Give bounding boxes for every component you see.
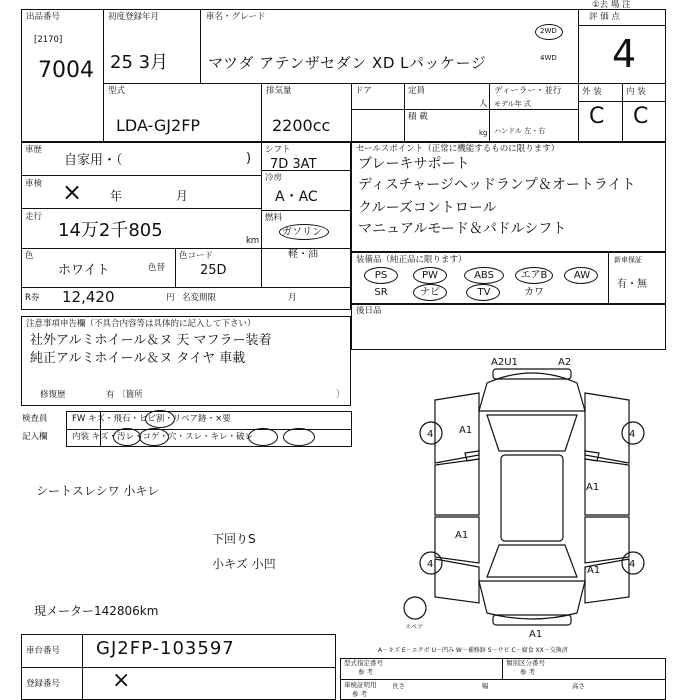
equip-navi: ナビ (420, 287, 440, 298)
km-label: km (246, 236, 260, 246)
ac-value: A・AC (275, 189, 318, 205)
inspector-row-2: 内装 キズ・汚レ・コゲ・穴・スレ・キレ・破レ (72, 432, 253, 442)
fuel-sub: 軽・油 (288, 249, 318, 260)
new-car-value: 有・無 (617, 279, 647, 290)
drive-2wd: 2WD (540, 27, 557, 35)
mileage-value: 14万2千805 (58, 220, 163, 241)
note-line-1: 社外アルミホイール＆ヌ 天 マフラー装着 (30, 333, 272, 348)
repair-close: 〕 (336, 390, 345, 400)
shaken-mark: × (62, 178, 83, 206)
displacement-label: 排気量 (266, 86, 292, 96)
chip-circle (145, 410, 175, 428)
recycle-value: 12,420 (62, 288, 115, 306)
abs-circle (464, 267, 504, 284)
interior-label: 内 装 (626, 87, 646, 97)
cert-sub: 参 考 (352, 690, 368, 698)
interior-value: C (633, 104, 649, 129)
first-reg-value: 25 3月 (110, 52, 169, 73)
tire-label-rr: 4 (629, 559, 636, 570)
drive-2wd-circle (535, 24, 563, 40)
fuel-circle (279, 224, 329, 240)
shaken-value: 年 月 (110, 189, 188, 203)
color-code-value: 25D (200, 263, 227, 278)
reg-label: 登録番号 (26, 679, 61, 689)
lot-number: 7004 (38, 58, 94, 83)
equip-tv: TV (477, 287, 491, 298)
exterior-label: 外 装 (582, 87, 602, 97)
class-ref: 参 考 (520, 668, 536, 676)
tire-label-rl: 4 (427, 559, 434, 570)
meter-note: 現メーター142806km (34, 604, 159, 618)
equip-abs: ABS (474, 270, 494, 281)
history-paren: ) (246, 151, 252, 166)
kg-label: kg (479, 129, 488, 137)
dmg-label-hood: A2U1 (491, 357, 518, 368)
type-value: LDA-GJ2FP (116, 116, 201, 135)
model-year-label: モデル年 式 (494, 100, 531, 108)
tire-label-fl: 4 (427, 429, 434, 440)
spare-label: スペア (405, 624, 424, 631)
repair-value: 有 〔箇所 (106, 390, 143, 400)
height-label: 高さ (572, 682, 585, 690)
capacity-label: 定員 (408, 86, 426, 96)
shift-label: シフト (265, 145, 291, 155)
fuel-label: 燃料 (265, 213, 283, 223)
dmg-label-bumper: A2 (558, 357, 572, 368)
inspector-row-1: FW キズ・飛石・ヒビ割・リペア跡・×要 (72, 414, 231, 424)
name-change-label: 名変期限 (182, 293, 217, 303)
right-rear-door (585, 517, 629, 563)
car-damage-diagram (395, 355, 670, 640)
venue-marker: ①去 場 注 (592, 0, 631, 10)
color-label: 色 (25, 251, 34, 261)
sales-line-2: ディスチャージヘッドランプ＆オートライト (358, 177, 636, 193)
aw-circle (564, 267, 598, 284)
load-label: 積 載 (408, 112, 428, 122)
history-label: 車歴 (25, 145, 43, 155)
scratch-circle (113, 428, 141, 446)
chassis-value: GJ2FP-103597 (96, 638, 235, 659)
damage-legend: A－キズ E－エクボ U－凹み W－補修跡 S－サビ C－腐食 XX－交換済 (378, 647, 568, 654)
handle-label: ハンドル 左・右 (494, 127, 546, 135)
equip-aw: AW (573, 270, 591, 281)
door-label: ドア (355, 86, 372, 96)
lot-sub: [2170] (34, 35, 63, 45)
ac-label: 冷房 (265, 173, 283, 183)
dmg-label-lf: A1 (459, 425, 473, 436)
stain-circle (139, 428, 169, 446)
remark-1: シートスレシワ 小キレ (36, 484, 160, 498)
shift-value: 7D 3AT (270, 157, 317, 172)
notes-header: 注意事項申告欄（不具合内容等は具体的に記入して下さい） (26, 319, 256, 329)
recycle-label: R券 (25, 293, 40, 303)
reg-value: × (112, 668, 131, 693)
designation-label: 型式指定番号 (344, 659, 383, 667)
equip-sr: SR (374, 287, 388, 298)
score-value: 4 (612, 32, 637, 76)
drive-4wd: 4WD (540, 54, 557, 62)
dmg-label-rear: A1 (529, 629, 543, 640)
month-label: 月 (288, 293, 297, 303)
front-bumper (493, 369, 571, 379)
repair-label: 修復歴 (40, 390, 66, 400)
rear-window (487, 545, 577, 577)
roof (501, 455, 563, 541)
person-label: 人 (479, 99, 488, 109)
class-label: 類別区分番号 (506, 659, 545, 667)
score-label: 評 価 点 (589, 12, 620, 22)
yen-label: 円 (166, 293, 175, 303)
first-reg-label: 初度登録年月 (108, 12, 160, 22)
pw-circle (413, 267, 447, 284)
shaken-label: 車検 (25, 179, 43, 189)
exterior-value: C (589, 104, 605, 129)
tv-circle (466, 284, 500, 301)
dmg-label-rr: A1 (587, 565, 601, 576)
dmg-label-lr: A1 (455, 530, 469, 541)
length-label: 長さ (392, 682, 405, 690)
fuel-value: ガソリン (282, 227, 322, 238)
sales-line-3: クルーズコントロール (358, 200, 497, 216)
cert-label: 車検証明用 (344, 681, 377, 689)
equipment-title: 装備品（純正品に限ります） (356, 255, 467, 265)
note-line-2: 純正アルミホイール＆ヌ タイヤ 車載 (30, 351, 246, 366)
mileage-label: 走行 (25, 212, 43, 222)
rear-seat-label: 後日品 (356, 306, 382, 316)
dmg-label-rf: A1 (586, 482, 600, 493)
chassis-label: 車台番号 (26, 646, 61, 656)
tear-circle (283, 428, 315, 446)
ps-circle (364, 267, 398, 284)
trunk-lid (479, 581, 585, 619)
airbag-circle (515, 267, 553, 284)
entry-label: 記入欄 (22, 432, 48, 442)
left-front-door (435, 459, 479, 515)
car-name: マツダ アテンザセダン XD Lパッケージ (208, 54, 487, 72)
color-code-label: 色コード (179, 251, 214, 261)
history-value: 自家用・（ (64, 153, 123, 168)
sales-line-4: マニュアルモード＆パドルシフト (358, 221, 567, 237)
color-change-label: 色替 (148, 263, 166, 273)
type-label: 型式 (108, 86, 126, 96)
wear-circle (248, 428, 278, 446)
designation-ref: 参 考 (358, 668, 374, 676)
navi-circle (413, 284, 447, 301)
displacement-value: 2200cc (272, 116, 331, 135)
remark-2: 下回りS (212, 532, 256, 546)
lot-label: 出品番号 (26, 12, 61, 22)
rear-seat-block (351, 304, 666, 350)
remark-3: 小キズ 小凹 (212, 557, 276, 571)
inspector-label: 検査員 (22, 414, 48, 424)
new-car-label: 新車保証 (614, 256, 642, 264)
sales-title: セールスポイント（正常に機能するものに限ります） (356, 144, 560, 154)
equip-ps: PS (374, 270, 388, 281)
color-value: ホワイト (58, 263, 110, 278)
equip-pw: PW (422, 270, 438, 281)
tire-label-fr: 4 (629, 429, 636, 440)
equip-leather: カワ (524, 287, 544, 298)
spare-tire (404, 597, 426, 619)
dealer-label: ディーラー・並行 (494, 86, 562, 96)
width-label: 幅 (482, 682, 489, 690)
model-label: 車名・グレード (206, 12, 266, 22)
equip-airbag: エアB (520, 270, 548, 281)
windshield (487, 415, 577, 451)
sales-line-1: ブレーキサポート (358, 156, 470, 172)
